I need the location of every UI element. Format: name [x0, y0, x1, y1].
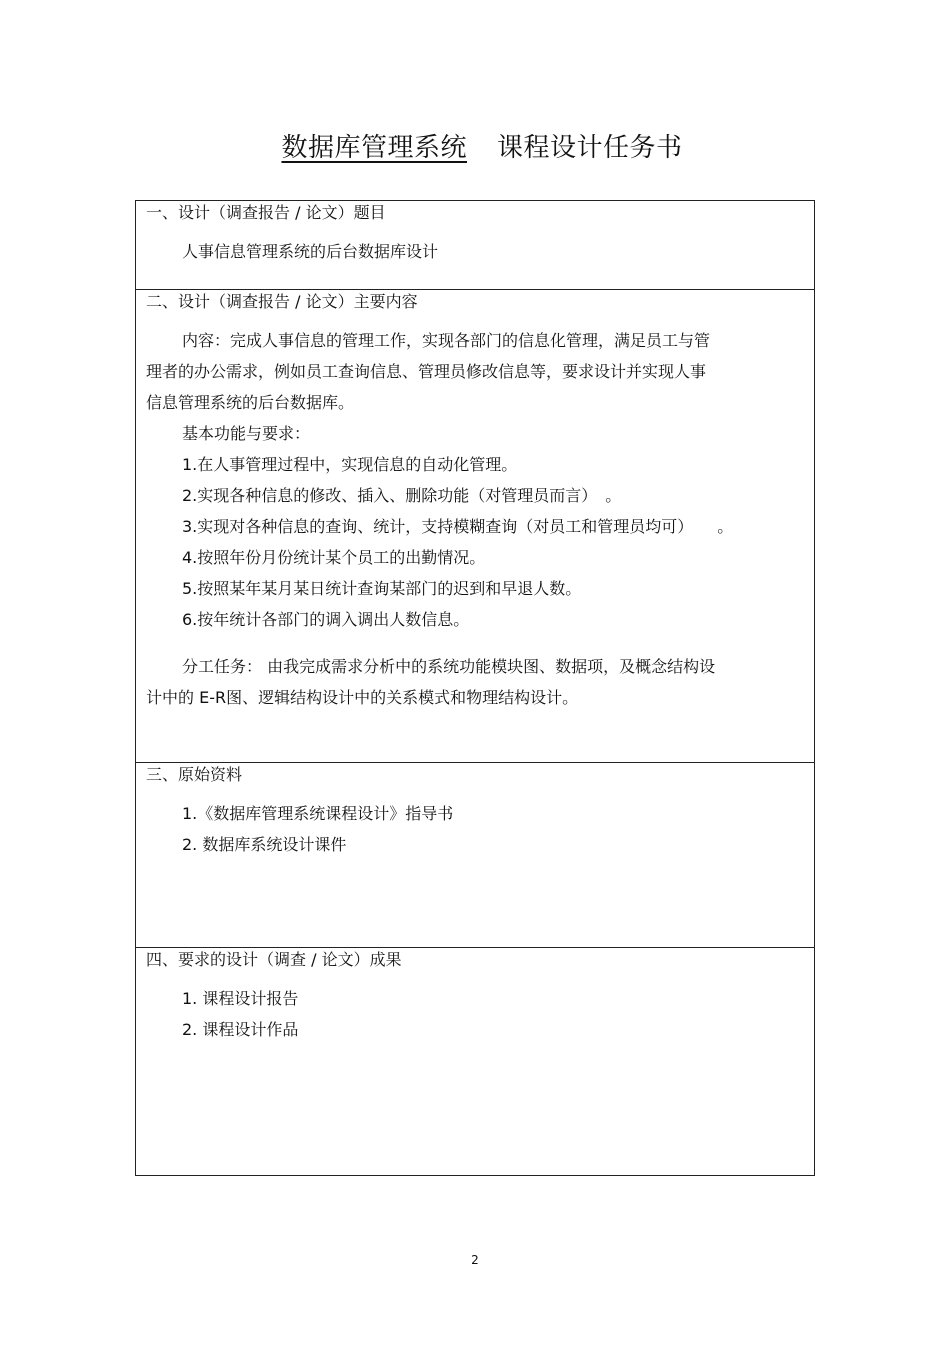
- paragraph-gap: [146, 635, 804, 651]
- content-line: 理者的办公需求，例如员工查询信息、管理员修改信息等，要求设计并实现人事: [146, 362, 707, 381]
- content-line: 信息管理系统的后台数据库。: [146, 393, 355, 412]
- requirement-item: 5.按照某年某月某日统计查询某部门的迟到和早退人数。: [182, 579, 582, 598]
- requirement-item: 2.实现各种信息的修改、插入、删除功能（对管理员而言） 。: [182, 486, 622, 505]
- deliverable-item: 1. 课程设计报告: [182, 989, 299, 1008]
- requirement-item: 6.按年统计各部门的调入调出人数信息。: [182, 610, 470, 629]
- material-item: 1.《数据库管理系统课程设计》指导书: [182, 804, 454, 823]
- requirement-item: 4.按照年份月份统计某个员工的出勤情况。: [182, 548, 486, 567]
- section-deliverables: [136, 949, 814, 1175]
- title-suffix: 课程设计任务书: [497, 133, 683, 163]
- task-table: [135, 200, 815, 1176]
- requirement-item: 3.实现对各种信息的查询、统计，支持模糊查询（对员工和管理员均可） 。: [182, 517, 734, 536]
- division-line: 分工任务： 由我完成需求分析中的系统功能模块图、数据项，及概念结构设: [182, 657, 716, 676]
- section-source-materials: [136, 764, 814, 948]
- section-heading: 二、设计（调查报告 / 论文）主要内容: [146, 292, 418, 311]
- deliverable-item: 2. 课程设计作品: [182, 1020, 299, 1039]
- requirement-item: 1.在人事管理过程中，实现信息的自动化管理。: [182, 455, 518, 474]
- section-heading: 四、要求的设计（调查 / 论文）成果: [146, 950, 402, 969]
- topic-text: 人事信息管理系统的后台数据库设计: [182, 242, 439, 261]
- section-heading: 三、原始资料: [146, 765, 243, 784]
- page-number: 2: [471, 1253, 479, 1267]
- requirements-heading: 基本功能与要求：: [182, 424, 311, 443]
- division-line: 计中的 E-R图、逻辑结构设计中的关系模式和物理结构设计。: [146, 688, 579, 707]
- section-main-content: [136, 291, 814, 763]
- section-heading: 一、设计（调查报告 / 论文）题目: [146, 203, 386, 222]
- content-line: 内容：完成人事信息的管理工作，实现各部门的信息化管理，满足员工与管: [182, 331, 711, 350]
- title-course-name: 数据库管理系统: [281, 133, 467, 163]
- section-topic: [136, 202, 814, 290]
- material-item: 2. 数据库系统设计课件: [182, 835, 347, 854]
- document-title: [0, 128, 950, 168]
